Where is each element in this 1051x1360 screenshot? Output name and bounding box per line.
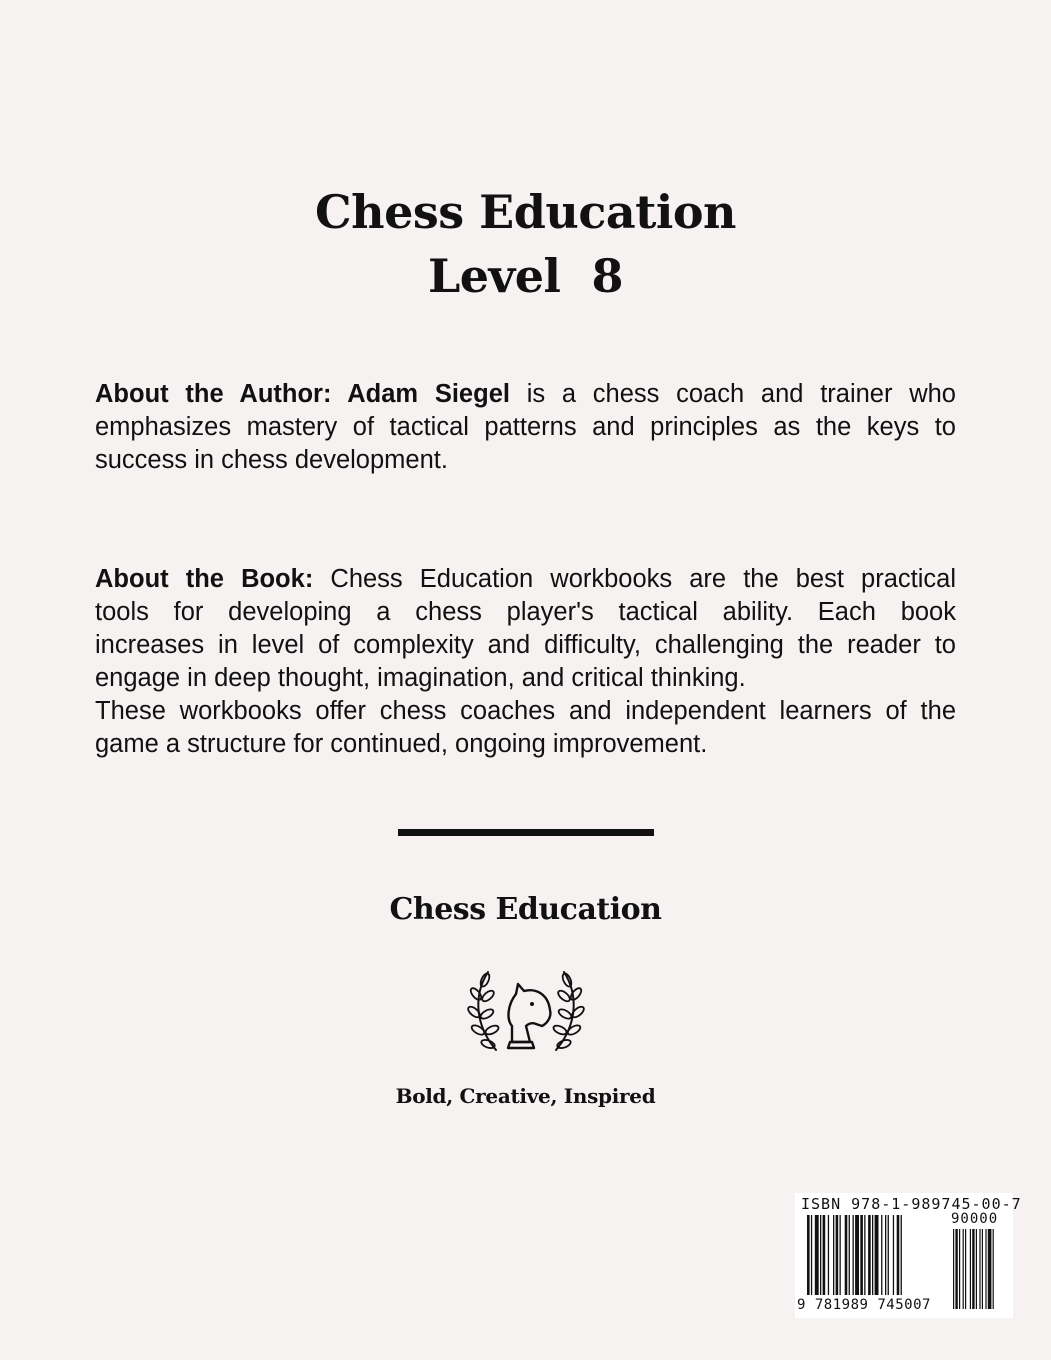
- title-line-1: Chess Education: [315, 185, 736, 239]
- title-line-2: Level 8: [427, 249, 624, 303]
- about-book-lead: About the Book:: [95, 565, 314, 593]
- divider-rule: [398, 829, 654, 836]
- isbn-addon-digits: 90000: [951, 1211, 999, 1227]
- about-book-line-6: game a structure for continued, ongoing improvement.: [95, 730, 708, 758]
- about-book-paragraph: [95, 563, 956, 761]
- about-author-lead: About the Author: Adam Siegel: [95, 380, 510, 408]
- knight-laurel-icon: [466, 964, 586, 1060]
- publisher-tagline: Bold, Creative, Inspired: [395, 1084, 656, 1108]
- about-book-line-2: tools for developing a chess player's tactical ability. Each book: [95, 598, 956, 626]
- isbn-text: ISBN 978-1-989745-00-7: [801, 1195, 1022, 1213]
- about-author-line-1: is a chess coach and trainer who: [509, 380, 956, 408]
- publisher-name: Chess Education: [389, 892, 662, 927]
- about-author-line-2: emphasizes mastery of tactical patterns and principles as the keys to: [95, 413, 956, 441]
- about-book-line-4: engage in deep thought, imagination, and critical thinking.: [95, 664, 746, 692]
- ean-digits: 9 781989 745007: [797, 1297, 931, 1313]
- about-book-line-3: increases in level of complexity and difficulty, challenging the reader to: [95, 631, 956, 659]
- about-book-line-1: Chess Education workbooks are the best practical: [313, 565, 956, 593]
- about-author-paragraph: [95, 378, 956, 477]
- book-title: [0, 180, 1051, 308]
- about-book-line-5: These workbooks offer chess coaches and independent learners of the: [95, 697, 956, 725]
- about-author-line-3: success in chess development.: [95, 446, 448, 474]
- isbn-barcode: [795, 1193, 1022, 1318]
